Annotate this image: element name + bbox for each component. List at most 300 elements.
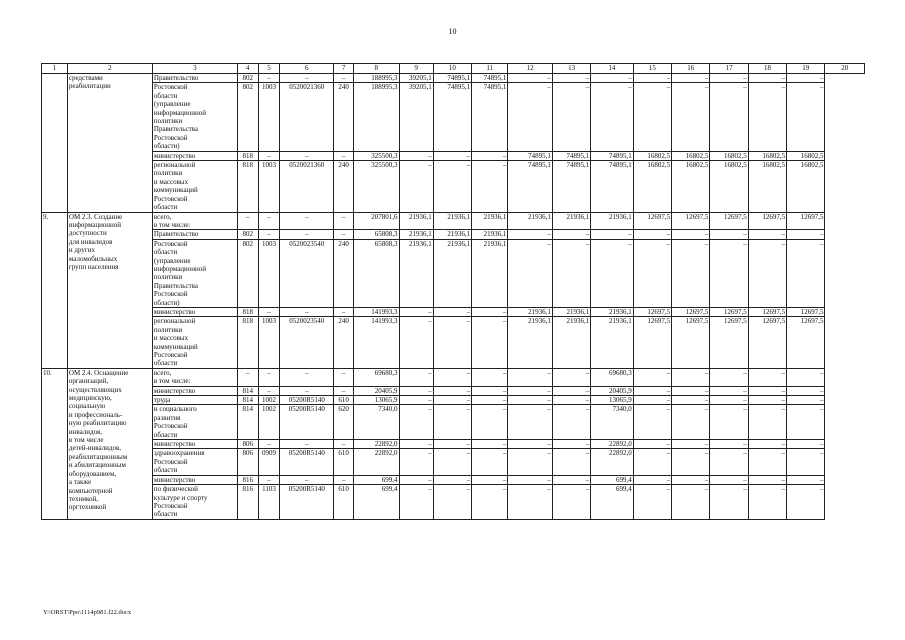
budget-code-cell: – [258, 386, 280, 395]
amount-cell: – [710, 396, 748, 405]
column-number-header: 9 [399, 64, 433, 74]
amount-cell: – [710, 230, 748, 239]
amount-cell: – [472, 405, 508, 440]
amount-cell: – [552, 405, 590, 440]
amount-cell: – [472, 368, 508, 386]
budget-code-cell: – [280, 230, 334, 239]
amount-cell: 188995,3 [353, 74, 399, 83]
amount-cell: 12697,5 [787, 317, 825, 368]
amount-cell: – [633, 230, 671, 239]
amount-cell: – [508, 74, 553, 83]
budget-code-cell: 1003 [258, 317, 280, 368]
budget-code-cell: 240 [334, 239, 354, 307]
budget-code-cell: – [334, 230, 354, 239]
amount-cell: – [633, 449, 671, 475]
amount-cell: – [591, 83, 633, 151]
budget-code-cell: – [258, 74, 280, 83]
amount-cell: – [748, 74, 786, 83]
amount-cell: – [433, 475, 471, 484]
amount-cell: 22892,0 [591, 449, 633, 475]
amount-cell: 12697,5 [633, 317, 671, 368]
budget-code-cell: 818 [237, 161, 258, 212]
amount-cell: – [399, 449, 433, 475]
budget-code-cell: – [334, 151, 354, 160]
amount-cell: – [633, 83, 671, 151]
amount-cell: 22892,0 [591, 440, 633, 449]
amount-cell: 21936,1 [591, 212, 633, 230]
amount-cell: – [748, 239, 786, 307]
budget-code-cell: 05200R5140 [280, 485, 334, 520]
executor-cell: министерство [152, 386, 237, 395]
amount-cell: 16802,5 [710, 161, 748, 212]
budget-code-cell: 1002 [258, 396, 280, 405]
amount-cell: 69680,3 [353, 368, 399, 386]
amount-cell: – [710, 440, 748, 449]
amount-cell: – [633, 74, 671, 83]
amount-cell: – [710, 485, 748, 520]
amount-cell: – [633, 386, 671, 395]
amount-cell: 325500,3 [353, 161, 399, 212]
table-row [42, 161, 865, 212]
amount-cell: 13065,9 [353, 396, 399, 405]
measure-name: ОМ 2.4. Оснащение организаций, осуществляющих медицинскую, социальную и профессиональ- ную реабилитацию инвалидов, в том числе детей-инвалидов, реабилитационным и абилитационным оборудованием, а также компьютерной техникой, оргтехникой [67, 368, 152, 519]
amount-cell: – [508, 396, 553, 405]
executor-cell: министерство [152, 475, 237, 484]
budget-code-cell: – [334, 74, 354, 83]
budget-code-cell: 814 [237, 386, 258, 395]
budget-code-cell: – [280, 475, 334, 484]
amount-cell: 16802,5 [787, 161, 825, 212]
executor-cell: министерство [152, 307, 237, 316]
budget-code-cell: 1003 [258, 161, 280, 212]
amount-cell: – [787, 405, 825, 440]
amount-cell: – [433, 368, 471, 386]
budget-code-cell: – [258, 307, 280, 316]
amount-cell: – [633, 405, 671, 440]
amount-cell: – [787, 396, 825, 405]
budget-code-cell: – [280, 386, 334, 395]
amount-cell: – [399, 475, 433, 484]
amount-cell: – [433, 405, 471, 440]
amount-cell: 21936,1 [508, 317, 553, 368]
amount-cell: – [710, 239, 748, 307]
amount-cell: – [508, 239, 553, 307]
budget-code-cell: – [258, 212, 280, 230]
amount-cell: – [508, 83, 553, 151]
budget-code-cell: – [280, 368, 334, 386]
amount-cell: – [552, 74, 590, 83]
amount-cell: – [552, 485, 590, 520]
amount-cell: – [472, 307, 508, 316]
amount-cell: 74895,1 [508, 151, 553, 160]
budget-code-cell: 0520021360 [280, 161, 334, 212]
amount-cell: 74895,1 [552, 161, 590, 212]
amount-cell: 21936,1 [552, 317, 590, 368]
budget-code-cell: 1103 [258, 485, 280, 520]
amount-cell: – [748, 485, 786, 520]
budget-code-cell: – [258, 475, 280, 484]
amount-cell: 21936,1 [433, 230, 471, 239]
column-number-header: 13 [552, 64, 590, 74]
amount-cell: – [748, 440, 786, 449]
amount-cell: – [508, 485, 553, 520]
table-row [42, 212, 865, 230]
amount-cell: 74895,1 [591, 151, 633, 160]
executor-cell: Ростовской области (управление информационной политики Правительства Ростовской области) [152, 83, 237, 151]
amount-cell: – [591, 239, 633, 307]
amount-cell: – [787, 230, 825, 239]
table-row [42, 74, 865, 83]
amount-cell: 21936,1 [472, 212, 508, 230]
budget-code-cell: – [334, 475, 354, 484]
amount-cell: – [472, 161, 508, 212]
amount-cell: – [552, 83, 590, 151]
budget-code-cell: – [334, 368, 354, 386]
column-number-header: 19 [787, 64, 825, 74]
table-row [42, 83, 865, 151]
amount-cell: 699,4 [353, 475, 399, 484]
amount-cell: 7340,0 [353, 405, 399, 440]
row-number: 10. [42, 368, 68, 519]
budget-code-cell: 0520021360 [280, 83, 334, 151]
amount-cell: – [399, 161, 433, 212]
budget-code-cell: 816 [237, 475, 258, 484]
amount-cell: – [399, 307, 433, 316]
table-row [42, 449, 865, 475]
amount-cell: – [748, 405, 786, 440]
amount-cell: – [508, 368, 553, 386]
budget-code-cell: 818 [237, 317, 258, 368]
column-number-header: 1 [42, 64, 68, 74]
budget-code-cell: 05200R5140 [280, 396, 334, 405]
amount-cell: – [787, 449, 825, 475]
amount-cell: 74895,1 [472, 83, 508, 151]
file-path-footer: Y:\ORST\Ppo\1114p981.f22.docx [43, 609, 132, 616]
table-row [42, 368, 865, 386]
measure-name: ОМ 2.3. Создание информационной доступности для инвалидов и других маломобильных групп населения [67, 212, 152, 368]
amount-cell: – [710, 368, 748, 386]
table-row [42, 239, 865, 307]
budget-code-cell: 610 [334, 485, 354, 520]
amount-cell: – [672, 230, 710, 239]
budget-code-cell: 240 [334, 317, 354, 368]
amount-cell: – [787, 74, 825, 83]
amount-cell: – [552, 230, 590, 239]
amount-cell: – [508, 386, 553, 395]
amount-cell: 7340,0 [591, 405, 633, 440]
amount-cell: – [633, 440, 671, 449]
budget-code-cell: 05200R5140 [280, 405, 334, 440]
amount-cell: 16802,5 [748, 161, 786, 212]
budget-code-cell: – [280, 307, 334, 316]
amount-cell: – [552, 449, 590, 475]
amount-cell: 12697,5 [710, 212, 748, 230]
budget-code-cell: 802 [237, 74, 258, 83]
budget-code-cell: 806 [237, 449, 258, 475]
amount-cell: – [433, 449, 471, 475]
amount-cell: – [472, 449, 508, 475]
amount-cell: – [433, 151, 471, 160]
amount-cell: 12697,5 [672, 212, 710, 230]
budget-code-cell: – [334, 307, 354, 316]
budget-code-cell: – [280, 151, 334, 160]
amount-cell: – [508, 440, 553, 449]
amount-cell: 21936,1 [472, 230, 508, 239]
amount-cell: – [787, 485, 825, 520]
amount-cell: – [433, 396, 471, 405]
amount-cell: 21936,1 [552, 307, 590, 316]
amount-cell: – [633, 239, 671, 307]
amount-cell: 21936,1 [508, 307, 553, 316]
amount-cell: – [672, 449, 710, 475]
row-number [42, 74, 68, 213]
table-row [42, 475, 865, 484]
amount-cell: 39205,1 [399, 74, 433, 83]
budget-code-cell: – [258, 230, 280, 239]
amount-cell: – [633, 475, 671, 484]
column-number-header: 7 [334, 64, 354, 74]
column-number-header: 2 [67, 64, 152, 74]
amount-cell: – [472, 475, 508, 484]
budget-code-cell: 0520023540 [280, 317, 334, 368]
executor-cell: всего, в том числе: [152, 368, 237, 386]
amount-cell: – [633, 485, 671, 520]
amount-cell: – [472, 396, 508, 405]
amount-cell: – [787, 440, 825, 449]
amount-cell: – [399, 317, 433, 368]
amount-cell: – [552, 396, 590, 405]
column-number-header: 15 [633, 64, 671, 74]
amount-cell: – [748, 396, 786, 405]
amount-cell: 65808,3 [353, 239, 399, 307]
amount-cell: 21936,1 [591, 317, 633, 368]
executor-cell: и социального развития Ростовской области [152, 405, 237, 440]
budget-code-cell: 814 [237, 405, 258, 440]
amount-cell: 21936,1 [399, 239, 433, 307]
amount-cell: – [399, 151, 433, 160]
table-row [42, 396, 865, 405]
amount-cell: – [433, 307, 471, 316]
amount-cell: 21936,1 [508, 212, 553, 230]
amount-cell: – [399, 485, 433, 520]
budget-code-cell: 806 [237, 440, 258, 449]
amount-cell: – [748, 449, 786, 475]
budget-code-cell: 802 [237, 230, 258, 239]
column-number-header: 17 [710, 64, 748, 74]
amount-cell: – [672, 440, 710, 449]
amount-cell: – [552, 239, 590, 307]
amount-cell: 74895,1 [508, 161, 553, 212]
amount-cell: 22892,0 [353, 440, 399, 449]
amount-cell: – [472, 317, 508, 368]
budget-code-cell: 1003 [258, 239, 280, 307]
column-number-header: 18 [748, 64, 786, 74]
amount-cell: – [552, 386, 590, 395]
amount-cell: – [748, 386, 786, 395]
amount-cell: – [672, 396, 710, 405]
amount-cell: – [710, 475, 748, 484]
amount-cell: 69680,3 [591, 368, 633, 386]
budget-code-cell: 814 [237, 396, 258, 405]
amount-cell: – [399, 368, 433, 386]
budget-code-cell: 816 [237, 485, 258, 520]
column-number-header: 3 [152, 64, 237, 74]
amount-cell: 188995,3 [353, 83, 399, 151]
budget-code-cell: 620 [334, 405, 354, 440]
column-number-header: 11 [472, 64, 508, 74]
budget-code-cell: – [280, 74, 334, 83]
amount-cell: 325500,3 [353, 151, 399, 160]
amount-cell: 22892,0 [353, 449, 399, 475]
amount-cell: 16802,5 [633, 161, 671, 212]
amount-cell: – [552, 440, 590, 449]
amount-cell: – [433, 161, 471, 212]
amount-cell: – [472, 485, 508, 520]
amount-cell: – [433, 386, 471, 395]
measure-name: средствами реабилитации [67, 74, 152, 213]
amount-cell: 16802,5 [787, 151, 825, 160]
amount-cell: – [433, 440, 471, 449]
budget-code-cell: 0909 [258, 449, 280, 475]
budget-code-cell: 05200R5140 [280, 449, 334, 475]
executor-cell: министерство [152, 151, 237, 160]
budget-code-cell: – [334, 212, 354, 230]
amount-cell: – [710, 405, 748, 440]
amount-cell: – [672, 386, 710, 395]
amount-cell: – [508, 230, 553, 239]
budget-code-cell: 0520023540 [280, 239, 334, 307]
amount-cell: 141993,3 [353, 317, 399, 368]
budget-code-cell: – [280, 212, 334, 230]
amount-cell: 21936,1 [399, 230, 433, 239]
table-row [42, 230, 865, 239]
amount-cell: 74895,1 [472, 74, 508, 83]
budget-code-cell: – [334, 386, 354, 395]
row-number: 9. [42, 212, 68, 368]
amount-cell: 65808,3 [353, 230, 399, 239]
amount-cell: 12697,5 [787, 307, 825, 316]
amount-cell: – [787, 83, 825, 151]
executor-cell: по физической культуре и спорту Ростовской области [152, 485, 237, 520]
budget-code-cell: – [258, 368, 280, 386]
budget-code-cell: 1002 [258, 405, 280, 440]
table-row [42, 485, 865, 520]
amount-cell: 12697,5 [748, 307, 786, 316]
amount-cell: 21936,1 [399, 212, 433, 230]
amount-cell: 12697,5 [672, 317, 710, 368]
amount-cell: 21936,1 [433, 212, 471, 230]
amount-cell: – [787, 475, 825, 484]
column-number-header: 4 [237, 64, 258, 74]
amount-cell: 21936,1 [472, 239, 508, 307]
amount-cell: 13065,9 [591, 396, 633, 405]
executor-cell: Ростовской области (управление информационной политики Правительства Ростовской области) [152, 239, 237, 307]
budget-table [41, 63, 865, 520]
amount-cell: 12697,5 [748, 212, 786, 230]
amount-cell: – [672, 368, 710, 386]
amount-cell: – [787, 368, 825, 386]
amount-cell: 74895,1 [591, 161, 633, 212]
amount-cell: – [748, 475, 786, 484]
budget-code-cell: 802 [237, 83, 258, 151]
executor-cell: региональной политики и массовых коммуникаций Ростовской области [152, 317, 237, 368]
budget-code-cell: – [334, 440, 354, 449]
table-row [42, 317, 865, 368]
amount-cell: 699,4 [353, 485, 399, 520]
executor-cell: Правительство [152, 74, 237, 83]
amount-cell: 21936,1 [552, 212, 590, 230]
amount-cell: – [672, 405, 710, 440]
column-number-header: 6 [280, 64, 334, 74]
amount-cell: 207801,6 [353, 212, 399, 230]
amount-cell: – [672, 485, 710, 520]
budget-code-cell: 240 [334, 161, 354, 212]
amount-cell: 74895,1 [433, 74, 471, 83]
amount-cell: – [591, 230, 633, 239]
executor-cell: здравоохранения Ростовской области [152, 449, 237, 475]
column-number-header: 5 [258, 64, 280, 74]
amount-cell: – [433, 485, 471, 520]
amount-cell: – [672, 239, 710, 307]
amount-cell: – [787, 239, 825, 307]
amount-cell: – [748, 368, 786, 386]
amount-cell: – [787, 386, 825, 395]
budget-code-cell: 1003 [258, 83, 280, 151]
amount-cell: 699,4 [591, 475, 633, 484]
amount-cell: – [710, 83, 748, 151]
column-number-header: 16 [672, 64, 710, 74]
budget-code-cell: 240 [334, 83, 354, 151]
amount-cell: 16802,5 [748, 151, 786, 160]
column-number-header: 20 [825, 64, 865, 74]
amount-cell: 699,4 [591, 485, 633, 520]
amount-cell: – [433, 317, 471, 368]
budget-code-cell: – [237, 212, 258, 230]
amount-cell: 12697,5 [710, 307, 748, 316]
amount-cell: – [633, 396, 671, 405]
executor-cell: труда [152, 396, 237, 405]
amount-cell: 12697,5 [633, 307, 671, 316]
amount-cell: – [748, 230, 786, 239]
executor-cell: всего, в том числе: [152, 212, 237, 230]
amount-cell: – [472, 440, 508, 449]
executor-cell: министерство [152, 440, 237, 449]
amount-cell: – [672, 475, 710, 484]
budget-code-cell: – [280, 440, 334, 449]
amount-cell: 74895,1 [552, 151, 590, 160]
amount-cell: – [710, 386, 748, 395]
amount-cell: 74895,1 [433, 83, 471, 151]
amount-cell: – [672, 74, 710, 83]
amount-cell: 12697,5 [672, 307, 710, 316]
budget-code-cell: 818 [237, 307, 258, 316]
amount-cell: 141993,3 [353, 307, 399, 316]
amount-cell: – [399, 405, 433, 440]
amount-cell: 12697,5 [710, 317, 748, 368]
amount-cell: 12697,5 [633, 212, 671, 230]
amount-cell: 21936,1 [433, 239, 471, 307]
column-number-header: 14 [591, 64, 633, 74]
page-number: 10 [448, 27, 457, 36]
budget-code-cell: 610 [334, 449, 354, 475]
amount-cell: – [508, 475, 553, 484]
amount-cell: 12697,5 [748, 317, 786, 368]
amount-cell: – [672, 83, 710, 151]
executor-cell: Правительство [152, 230, 237, 239]
column-number-header: 10 [433, 64, 471, 74]
amount-cell: 20405,9 [591, 386, 633, 395]
amount-cell: – [552, 475, 590, 484]
